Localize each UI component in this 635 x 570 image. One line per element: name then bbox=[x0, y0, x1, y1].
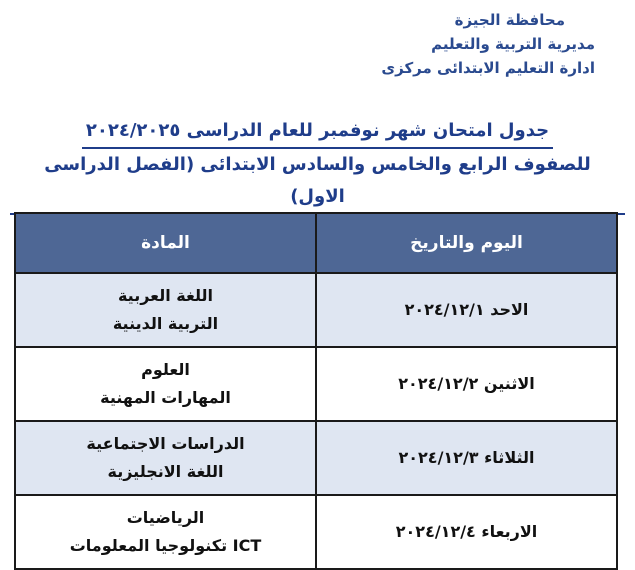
subject-cell bbox=[15, 421, 316, 495]
title-line-1: جدول امتحان شهر نوفمبر للعام الدراسى ٢٠٢٤/٢٠٢٥ bbox=[82, 115, 553, 149]
day-cell: الاحد ٢٠٢٤/١٢/١ bbox=[316, 273, 617, 347]
institution-header bbox=[335, 8, 595, 80]
subject-name: ICT تكنولوجيا المعلومات bbox=[69, 536, 262, 555]
subject-cell bbox=[15, 347, 316, 421]
directorate-label: مديرية التربية والتعليم bbox=[431, 35, 595, 53]
subject-name: اللغة الانجليزية bbox=[107, 462, 224, 481]
subject-cell bbox=[15, 495, 316, 569]
subject-cell bbox=[15, 273, 316, 347]
table-row bbox=[15, 273, 617, 347]
column-header-subject: المادة bbox=[15, 213, 316, 273]
title-line-2: للصفوف الرابع والخامس والسادس الابتدائى (الفصل الدراسى الاول) bbox=[10, 149, 625, 215]
subject-name: الدراسات الاجتماعية bbox=[86, 434, 245, 453]
exam-schedule-table bbox=[14, 212, 618, 570]
table-header-row bbox=[15, 213, 617, 273]
day-cell: الاثنين ٢٠٢٤/١٢/٢ bbox=[316, 347, 617, 421]
subject-name: اللغة العربية bbox=[117, 286, 214, 305]
table-row bbox=[15, 347, 617, 421]
administration-label: ادارة التعليم الابتدائى مركزى bbox=[381, 59, 595, 77]
governorate-label: محافظة الجيزة bbox=[454, 11, 565, 29]
day-cell: الاربعاء ٢٠٢٤/١٢/٤ bbox=[316, 495, 617, 569]
column-header-day: اليوم والتاريخ bbox=[316, 213, 617, 273]
table-row bbox=[15, 421, 617, 495]
table-row bbox=[15, 495, 617, 569]
day-cell: الثلاثاء ٢٠٢٤/١٢/٣ bbox=[316, 421, 617, 495]
subject-name: المهارات المهنية bbox=[100, 388, 231, 407]
subject-name: التربية الدينية bbox=[112, 314, 219, 333]
document-title bbox=[10, 115, 625, 215]
subject-name: الرياضيات bbox=[126, 508, 205, 527]
subject-name: العلوم bbox=[141, 360, 190, 379]
